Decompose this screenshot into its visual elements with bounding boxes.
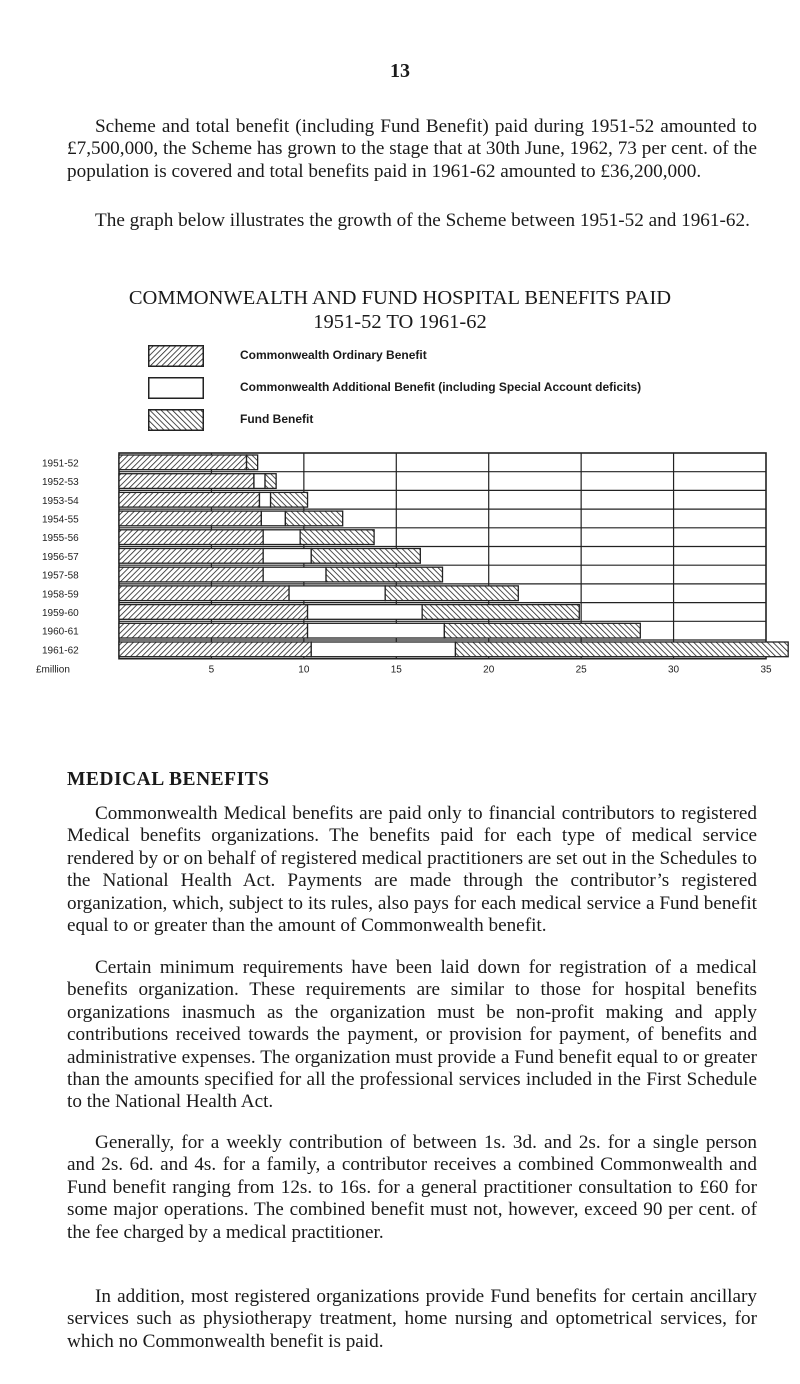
x-axis-label: £million (36, 664, 70, 676)
x-tick-label: 15 (390, 664, 402, 676)
chart-title-line1: COMMONWEALTH AND FUND HOSPITAL BENEFITS PAID (128, 287, 672, 309)
category-label: 1959-60 (42, 607, 79, 619)
bar-segment (308, 605, 423, 620)
x-tick-label: 25 (575, 664, 587, 676)
bar-segment (326, 567, 442, 582)
bar-segment (263, 530, 300, 545)
bar-segment (444, 623, 640, 638)
bar-segment (119, 474, 254, 489)
legend-swatch-ordinary (148, 345, 204, 367)
bar-segment (119, 549, 263, 564)
legend-label-additional: Commonwealth Additional Benefit (including Special Account deficits) (240, 380, 642, 394)
bar-segment (254, 474, 265, 489)
x-tick-label: 20 (483, 664, 495, 676)
category-label: 1955-56 (42, 533, 79, 545)
category-label: 1953-54 (42, 495, 79, 507)
bar-segment (247, 455, 258, 470)
bar-segment (259, 492, 270, 507)
category-label: 1960-61 (42, 626, 79, 638)
bar-segment (261, 511, 285, 526)
x-tick-label: 30 (668, 664, 680, 676)
legend-swatch-fund (148, 409, 204, 431)
bar-segment (119, 586, 289, 601)
body-paragraph-2: Certain minimum requirements have been laid down for registration of a medical benefits organization. These requirements are similar to those for hospital benefits organizations inasmuch as the organization must be non-profit making and apply contributions received towards the payment, or provision for payment, of benefits and administrative expenses. The organization must provide a Fund benefit equal to or greater than the amounts specified for all the professional services included in the First Schedule to the National Health Act. (67, 957, 757, 1113)
bar-segment (119, 511, 261, 526)
category-label: 1951-52 (42, 458, 79, 470)
category-label: 1954-55 (42, 514, 79, 526)
legend-label-fund: Fund Benefit (240, 412, 314, 426)
bar-segment (265, 474, 276, 489)
body-paragraph-3: Generally, for a weekly contribution of between 1s. 3d. and 2s. for a single person and 2s. 6d. and 4s. for a family, a contributor receives a combined Commonwealth and Fund benefit ranging from 12s. to 16s. for a general practitioner consultation to £60 for some major operations. The combined benefit must not, however, exceed 90 per cent. of the fee charged by a medical practitioner. (67, 1132, 757, 1243)
bar-segment (119, 623, 308, 638)
chart-title-line2: 1951-52 TO 1961-62 (313, 311, 487, 333)
bar-segment (311, 549, 420, 564)
hospital-benefits-chart (0, 447, 800, 687)
bar-segment (119, 455, 247, 470)
bar-segment (263, 549, 311, 564)
category-label: 1958-59 (42, 589, 79, 601)
bar-segment (263, 567, 326, 582)
bar-segment (119, 492, 259, 507)
bar-segment (311, 642, 455, 657)
bar-segment (455, 642, 788, 657)
bar-segment (289, 586, 385, 601)
x-tick-label: 10 (298, 664, 310, 676)
category-label: 1961-62 (42, 645, 79, 657)
bar-segment (308, 623, 445, 638)
bar-segment (119, 530, 263, 545)
bar-segment (385, 586, 518, 601)
category-label: 1957-58 (42, 570, 79, 582)
bar-segment (285, 511, 342, 526)
section-heading: MEDICAL BENEFITS (67, 769, 270, 790)
x-tick-label: 5 (208, 664, 215, 676)
body-paragraph-1: Commonwealth Medical benefits are paid only to financial contributors to registered Medical benefits organizations. The benefits paid for each type of medical service rendered by or on behalf of registered medical practitioners are set out in the Schedules to the National Health Act. Payments are made through the contributor’s registered organization, which, subject to its rules, also pays for each medical service a Fund benefit equal to or greater than the amount of Commonwealth benefit. (67, 803, 757, 937)
bar-segment (119, 605, 308, 620)
x-tick-label: 35 (760, 664, 772, 676)
legend-label-ordinary: Commonwealth Ordinary Benefit (240, 348, 427, 362)
category-label: 1952-53 (42, 477, 79, 489)
intro-paragraph-1: Scheme and total benefit (including Fund Benefit) paid during 1951-52 amounted to £7,500,000, the Scheme has grown to the stage that at 30th June, 1962, 73 per cent. of the population is covered and total benefits paid in 1961-62 amounted to £36,200,000. (67, 116, 757, 182)
bar-segment (119, 567, 263, 582)
body-paragraph-4: In addition, most registered organizations provide Fund benefits for certain ancillary services such as physiotherapy treatment, home nursing and optometrical services, for which no Commonwealth benefit is paid. (67, 1286, 757, 1352)
category-label: 1956-57 (42, 551, 79, 563)
legend-swatch-additional (148, 377, 204, 399)
bar-segment (271, 492, 308, 507)
bar-segment (422, 605, 579, 620)
bar-segment (119, 642, 311, 657)
intro-paragraph-2: The graph below illustrates the growth of the Scheme between 1951-52 and 1961-62. (95, 210, 750, 231)
bar-segment (300, 530, 374, 545)
page-number: 13 (390, 60, 410, 82)
